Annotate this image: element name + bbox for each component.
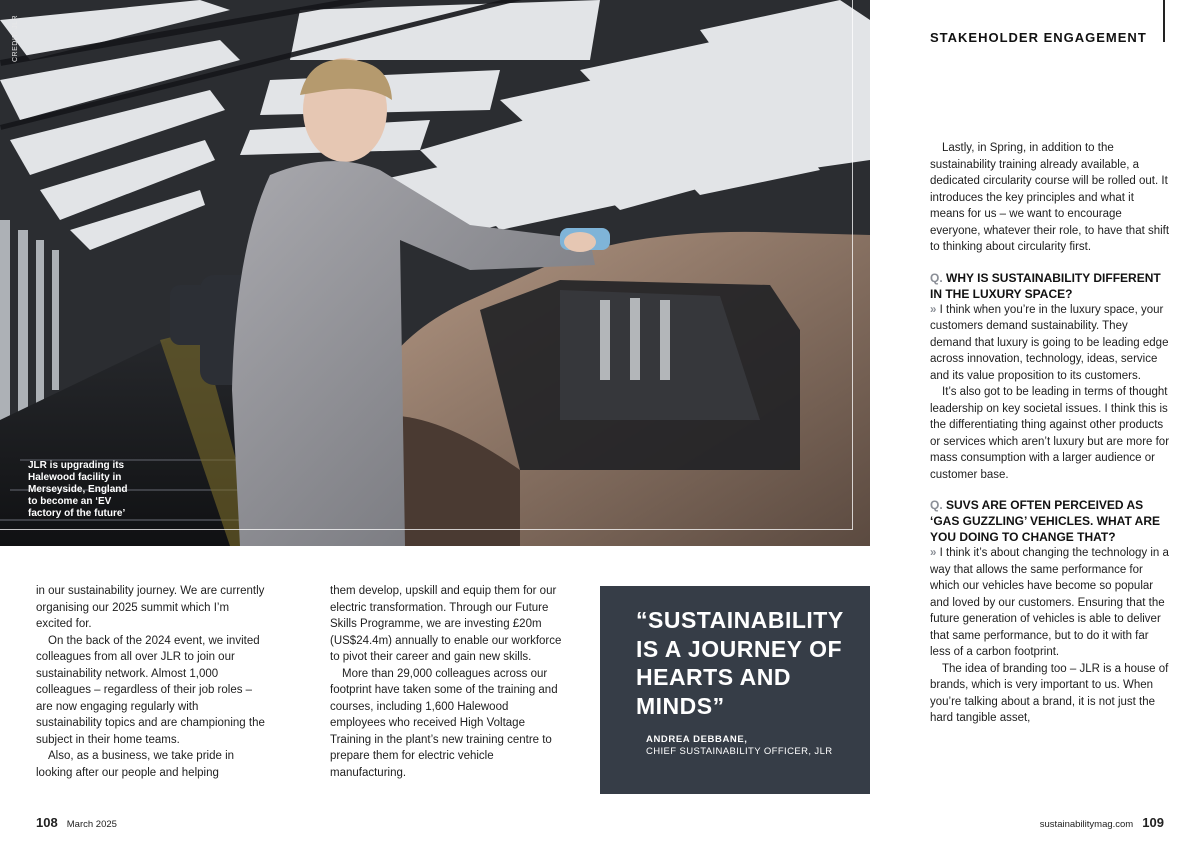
left-col1-paragraph-2: On the back of the 2024 event, we invited colleagues from all over JLR to join our sustainability network. Almost 1,000 colleagues – regardless of their job roles – are now engaging regularly with sustainability topics and are championing the subject in their home teams.: [36, 634, 265, 746]
left-column-2: [330, 583, 565, 781]
answer-1-text: I think when you’re in the luxury space, your customers demand sustainability. They demand that luxury is going to be leading edge across innovation, technology, ideas, service and its value proposition to its customers.: [930, 303, 1169, 382]
header-rule: [1163, 0, 1165, 42]
left-page-number: 108: [36, 815, 58, 830]
photo-credit: CREDIT: JLR: [12, 14, 19, 62]
pull-quote-text: “SUSTAINABILITY IS A JOURNEY OF HEARTS AND MINDS”: [636, 607, 844, 719]
left-col2-paragraph-2: More than 29,000 colleagues across our footprint have taken some of the training and courses, including 1,600 Halewood employees who received High Voltage Training in the plant’s new training centre to prepare them for electric vehicle manufacturing.: [330, 667, 558, 779]
left-col2-paragraph-1: them develop, upskill and equip them for our electric transformation. Through our Future Skills Programme, we are investing £20m (US$24.4m) annually to enable our workforce to pivot their career and gain new skills.: [330, 585, 562, 663]
answer-2-paragraph-2: The idea of branding too – JLR is a house of brands, which is very important to us. When you’re talking about a brand, it is not just the hard tangible asset,: [930, 662, 1169, 724]
answer-1-paragraph-1: [930, 302, 1170, 385]
question-2: [930, 497, 1170, 545]
pull-quote-box: [600, 586, 870, 794]
answer-2-paragraph-1: [930, 545, 1170, 661]
section-header: STAKEHOLDER ENGAGEMENT: [930, 30, 1147, 45]
left-col1-paragraph-1: in our sustainability journey. We are currently organising our 2025 summit which I’m excited for.: [36, 585, 265, 630]
footer-right: [1040, 815, 1164, 830]
left-column-1: [36, 583, 266, 781]
answer-2-text: I think it’s about changing the technology in a way that allows the same performance for which our vehicles have become so popular and loved by our customers. Ensuring that the future generation of vehicles is able to deliver that same performance, but to do it with far less of a carbon footprint.: [930, 547, 1169, 658]
intro-paragraph: Lastly, in Spring, in addition to the sustainability training already available, a dedicated circularity course will be rolled out. It introduces the key principles and what it means for us – we want to encourage everyone, whatever their role, to have that shift to thinking about circularity first.: [930, 142, 1170, 253]
issue-date: March 2025: [66, 819, 117, 830]
photo-caption: JLR is upgrading its Halewood facility in Merseyside, England to become an ‘EV factory of the future’: [28, 460, 128, 519]
quote-attribution-name: ANDREA DEBBANE,: [646, 734, 748, 745]
factory-photo: [0, 0, 870, 546]
question-mark-2: Q.: [930, 498, 943, 512]
question-2-text: SUVS ARE OFTEN PERCEIVED AS ‘GAS GUZZLING’ VEHICLES. WHAT ARE YOU DOING TO CHANGE THAT?: [930, 498, 1161, 544]
question-mark-1: Q.: [930, 270, 943, 285]
left-col1-paragraph-3: Also, as a business, we take pride in looking after our people and helping: [36, 750, 235, 779]
footer-left: [36, 815, 117, 830]
right-page-number: 109: [1142, 815, 1164, 830]
question-1: [930, 270, 1170, 302]
answer-1-paragraph-2: It’s also got to be leading in terms of thought leadership on key societal issues. I think this is the differentiating thing against other products or services which aren’t luxury but are more for mass consumption with a larger audience or customer base.: [930, 386, 1170, 481]
answer-chevron-icon: »: [930, 303, 937, 316]
answer-chevron-icon: »: [930, 547, 937, 559]
right-column: [930, 140, 1170, 727]
site-url: sustainabilitymag.com: [1039, 819, 1134, 830]
quote-attribution-role: CHIEF SUSTAINABILITY OFFICER, JLR: [646, 746, 833, 757]
question-1-text: WHY IS SUSTAINABILITY DIFFERENT IN THE LUXURY SPACE?: [930, 270, 1161, 301]
